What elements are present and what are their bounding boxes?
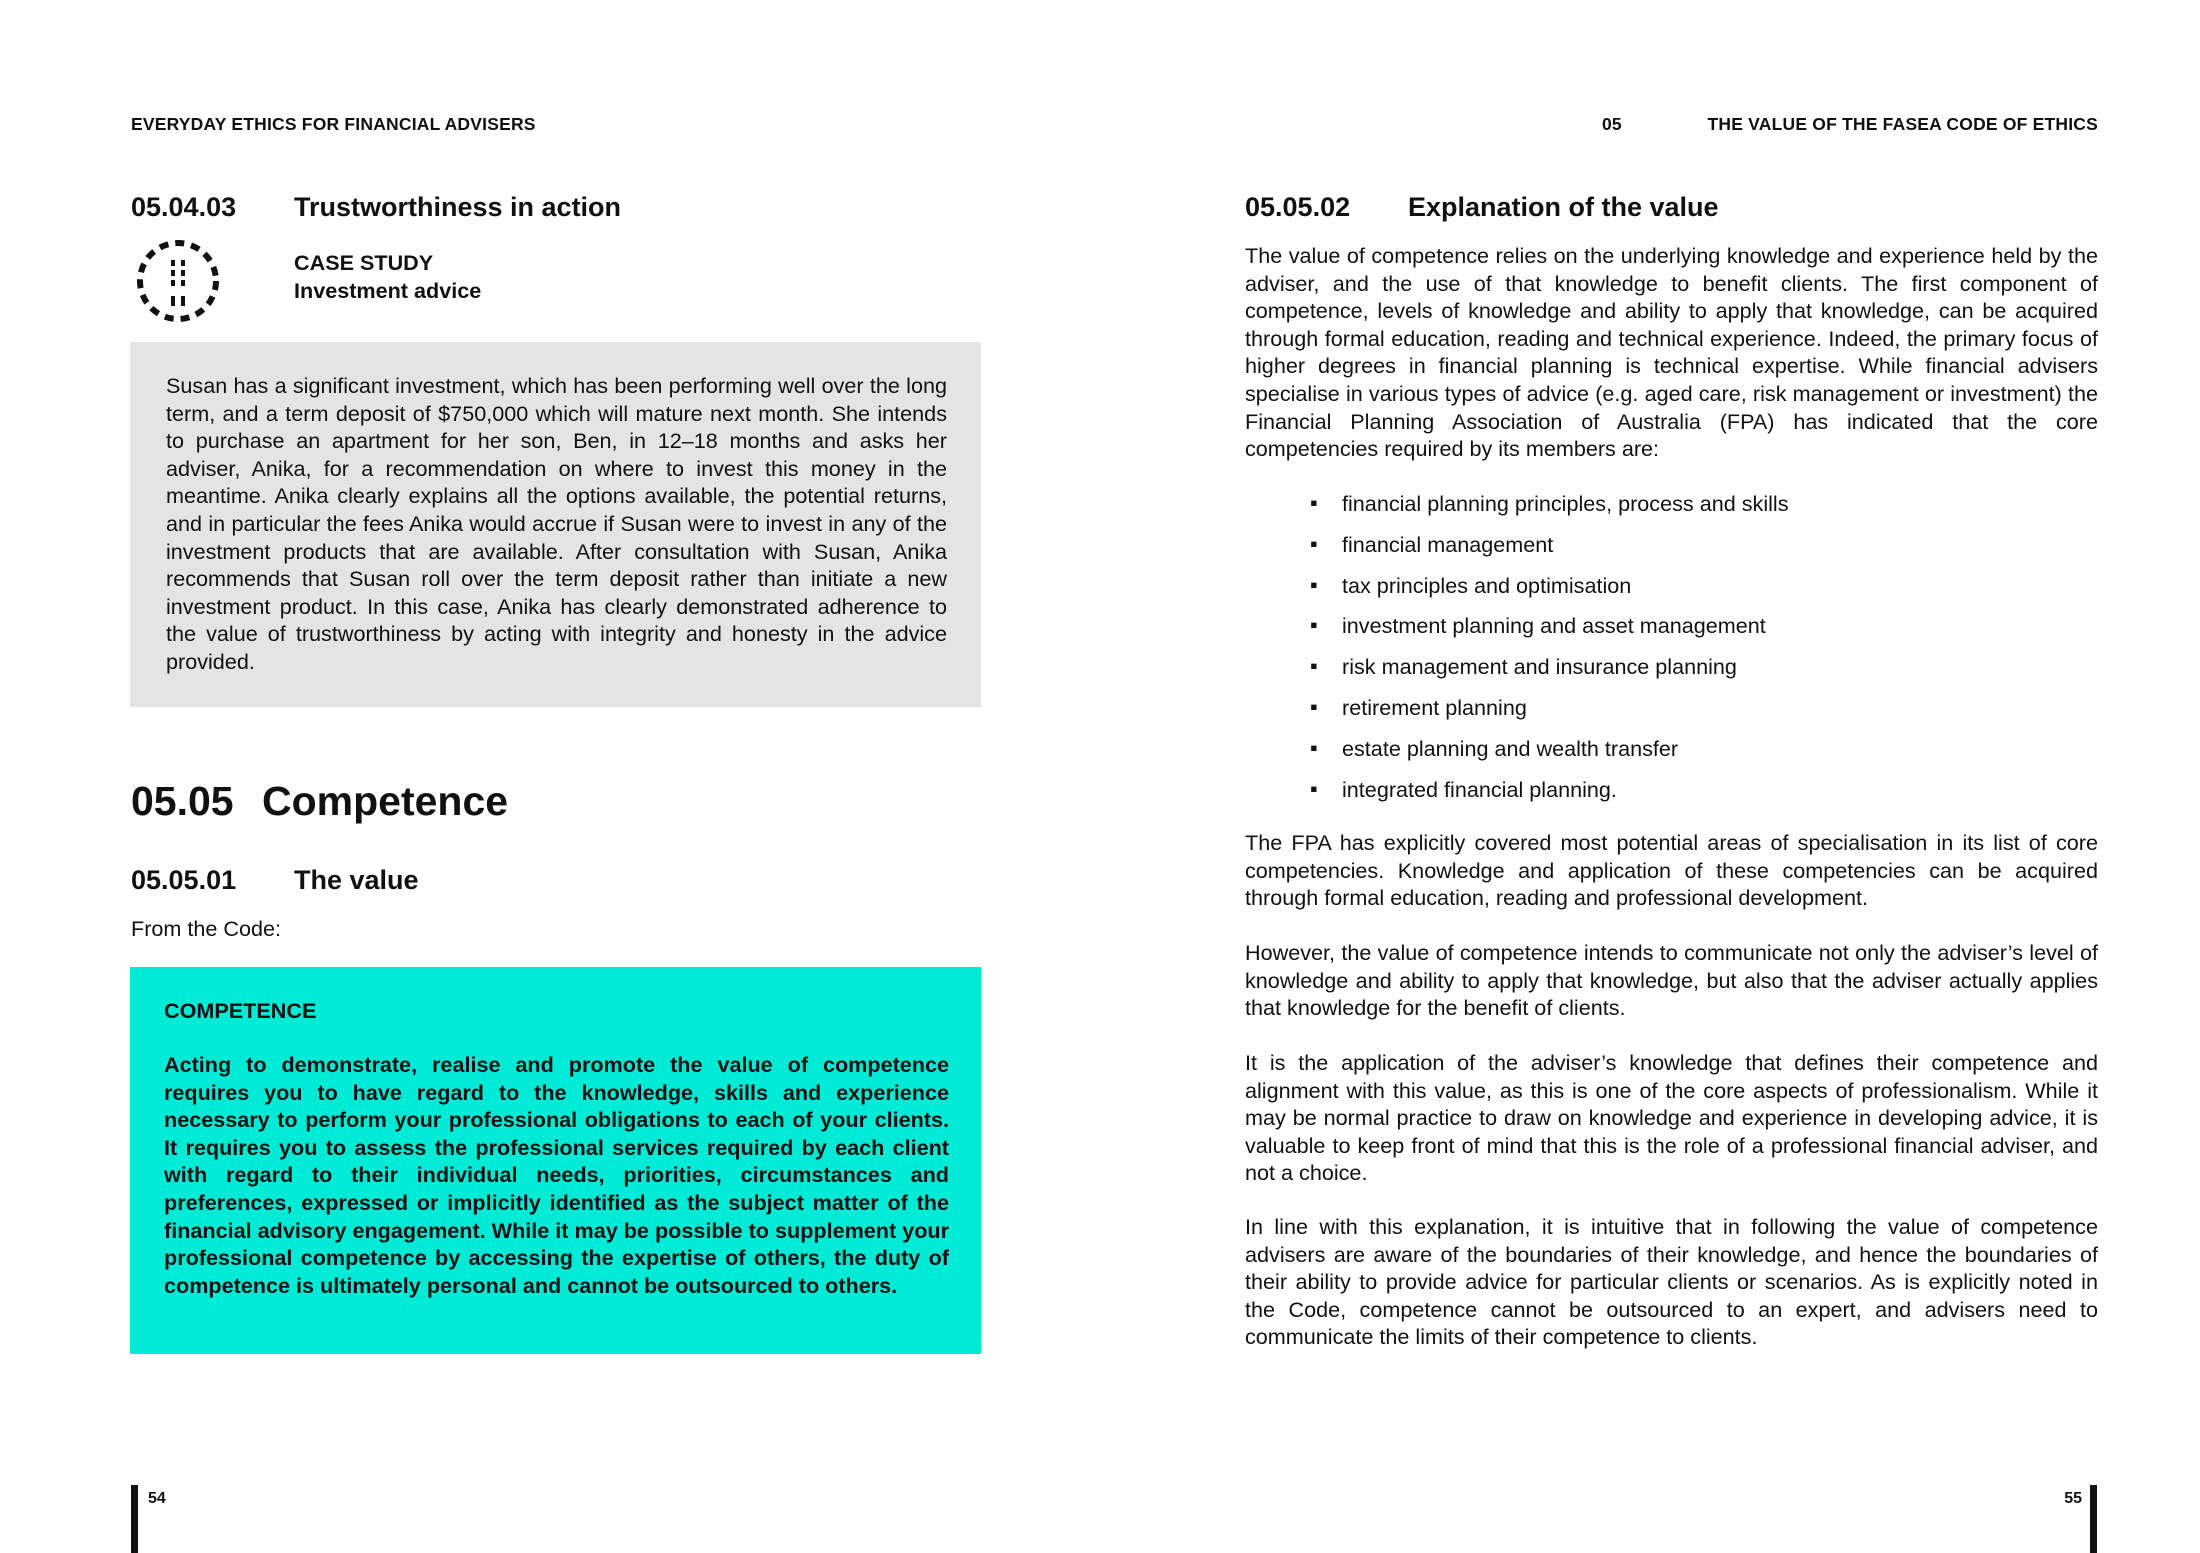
explanation-intro: The value of competence relies on the underlying knowledge and experience held by the adviser, and the use of that knowledge to benefit clients. The first component of competence, levels of knowledge and ability to apply that knowledge, can be acquired through formal education, reading and technical experience. Indeed, the primary focus of higher degrees in financial planning is technical expertise. While financial advisers specialise in various types of advice (e.g. aged care, risk management or investment) the Financial Planning Association of Australia (FPA) has indicated that the core competencies required by its members are: xyxy=(1245,243,2098,462)
bullet-icon: ▪ xyxy=(1310,571,1318,597)
page-edge-mark-left xyxy=(131,1485,138,1553)
bullet-icon: ▪ xyxy=(1310,775,1318,801)
list-item: ▪ retirement planning xyxy=(1310,693,1527,720)
page-edge-mark-right xyxy=(2090,1485,2097,1553)
bullet-icon: ▪ xyxy=(1310,693,1318,719)
section-title: The value xyxy=(294,865,419,895)
list-item: ▪ risk management and insurance planning xyxy=(1310,653,1737,680)
page-number-right: 55 xyxy=(2064,1490,2082,1507)
list-item: ▪ investment planning and asset management xyxy=(1310,612,1766,639)
case-study-subtitle: Investment advice xyxy=(294,278,482,303)
left-running-head: EVERYDAY ETHICS FOR FINANCIAL ADVISERS xyxy=(131,114,536,134)
list-item: ▪ financial planning principles, process and skills xyxy=(1310,490,1789,516)
list-item: ▪ integrated financial planning. xyxy=(1310,775,1617,802)
code-quote-body: Acting to demonstrate, realise and promote the value of competence requires you to have regard to the knowledge, skills and experience necessary to perform your professional obligations to each of your clients. It requires you to assess the professional services required by each client with regard to their individual needs, priorities, circumstances and preferences, expressed or implicitly identified as the subject matter of the financial advisory engagement. While it may be possible to supplement your professional competence by accessing the expertise of others, the duty of competence is ultimately personal and cannot be outsourced to others. xyxy=(164,1052,949,1298)
code-quote-box xyxy=(130,967,981,1354)
section-title: Explanation of the value xyxy=(1408,192,1719,222)
paragraph-however: However, the value of competence intends to communicate not only the adviser’s level of knowledge and ability to apply that knowledge, but also that the adviser actually applies that knowledge for the benefit of clients. xyxy=(1245,940,2098,1021)
bullet-icon: ▪ xyxy=(1310,490,1318,515)
bullet-icon: ▪ xyxy=(1310,734,1318,760)
exclamation-circle-dashed-icon xyxy=(131,240,225,322)
bullet-icon: ▪ xyxy=(1310,612,1318,638)
section-title: Competence xyxy=(262,778,509,824)
page-number-left: 54 xyxy=(148,1490,166,1507)
paragraph-in-line: In line with this explanation, it is intuitive that in following the value of competence advisers are aware of the boundaries of their knowledge, and hence the boundaries of their ability to provide advice for particular clients or scenarios. As is explicitly noted in the Code, competence cannot be outsourced to an expert, and advisers need to communicate the limits of their competence to clients. xyxy=(1245,1214,2098,1350)
section-heading-050403 xyxy=(131,190,621,229)
right-running-head: THE VALUE OF THE FASEA CODE OF ETHICS xyxy=(1707,114,2098,134)
section-heading-0505 xyxy=(131,776,508,836)
paragraph-fpa: The FPA has explicitly covered most potential areas of specialisation in its list of core competencies. Knowledge and application of these competencies can be acquired through formal education, reading and professional development. xyxy=(1245,830,2098,911)
case-study-box xyxy=(130,342,981,707)
section-number: 05.05 xyxy=(131,778,234,824)
code-quote-heading: COMPETENCE xyxy=(164,998,317,1023)
list-item: ▪ estate planning and wealth transfer xyxy=(1310,734,1679,761)
bullet-icon: ▪ xyxy=(1310,530,1318,556)
list-item: ▪ tax principles and optimisation xyxy=(1310,571,1632,598)
core-competencies-list xyxy=(1310,490,2090,816)
paragraph-application: It is the application of the adviser’s knowledge that defines their competence and alignment with this value, as this is one of the core aspects of professionalism. While it may be normal practice to draw on knowledge and experience in developing advice, it is valuable to keep front of mind that this is the role of a professional financial adviser, and not a choice. xyxy=(1245,1050,2098,1186)
section-heading-050502 xyxy=(1245,190,1719,229)
from-the-code-label: From the Code: xyxy=(131,916,282,941)
section-title: Trustworthiness in action xyxy=(294,192,622,222)
list-item: ▪ financial management xyxy=(1310,530,1554,557)
case-study-label: CASE STUDY xyxy=(294,250,434,275)
section-number: 05.05.01 xyxy=(131,865,237,895)
section-number: 05.05.02 xyxy=(1245,192,1351,222)
section-number: 05.04.03 xyxy=(131,192,237,222)
case-study-body: Susan has a significant investment, which has been performing well over the long term, and a term deposit of $750,000 which will mature next month. She intends to purchase an apartment for her son, Ben, in 12–18 months and asks her adviser, Anika, for a recommendation on where to invest this money in the meantime. Anika clearly explains all the options available, the potential returns, and in particular the fees Anika would accrue if Susan were to invest in any of the investment products that are available. After consultation with Susan, Anika recommends that Susan roll over the term deposit rather than initiate a new investment product. In this case, Anika has clearly demonstrated adherence to the value of trustworthiness by acting with integrity and honesty in the advice provided. xyxy=(166,373,947,674)
bullet-icon: ▪ xyxy=(1310,653,1318,679)
chapter-number: 05 xyxy=(1602,114,1622,134)
section-heading-050501 xyxy=(131,863,419,902)
